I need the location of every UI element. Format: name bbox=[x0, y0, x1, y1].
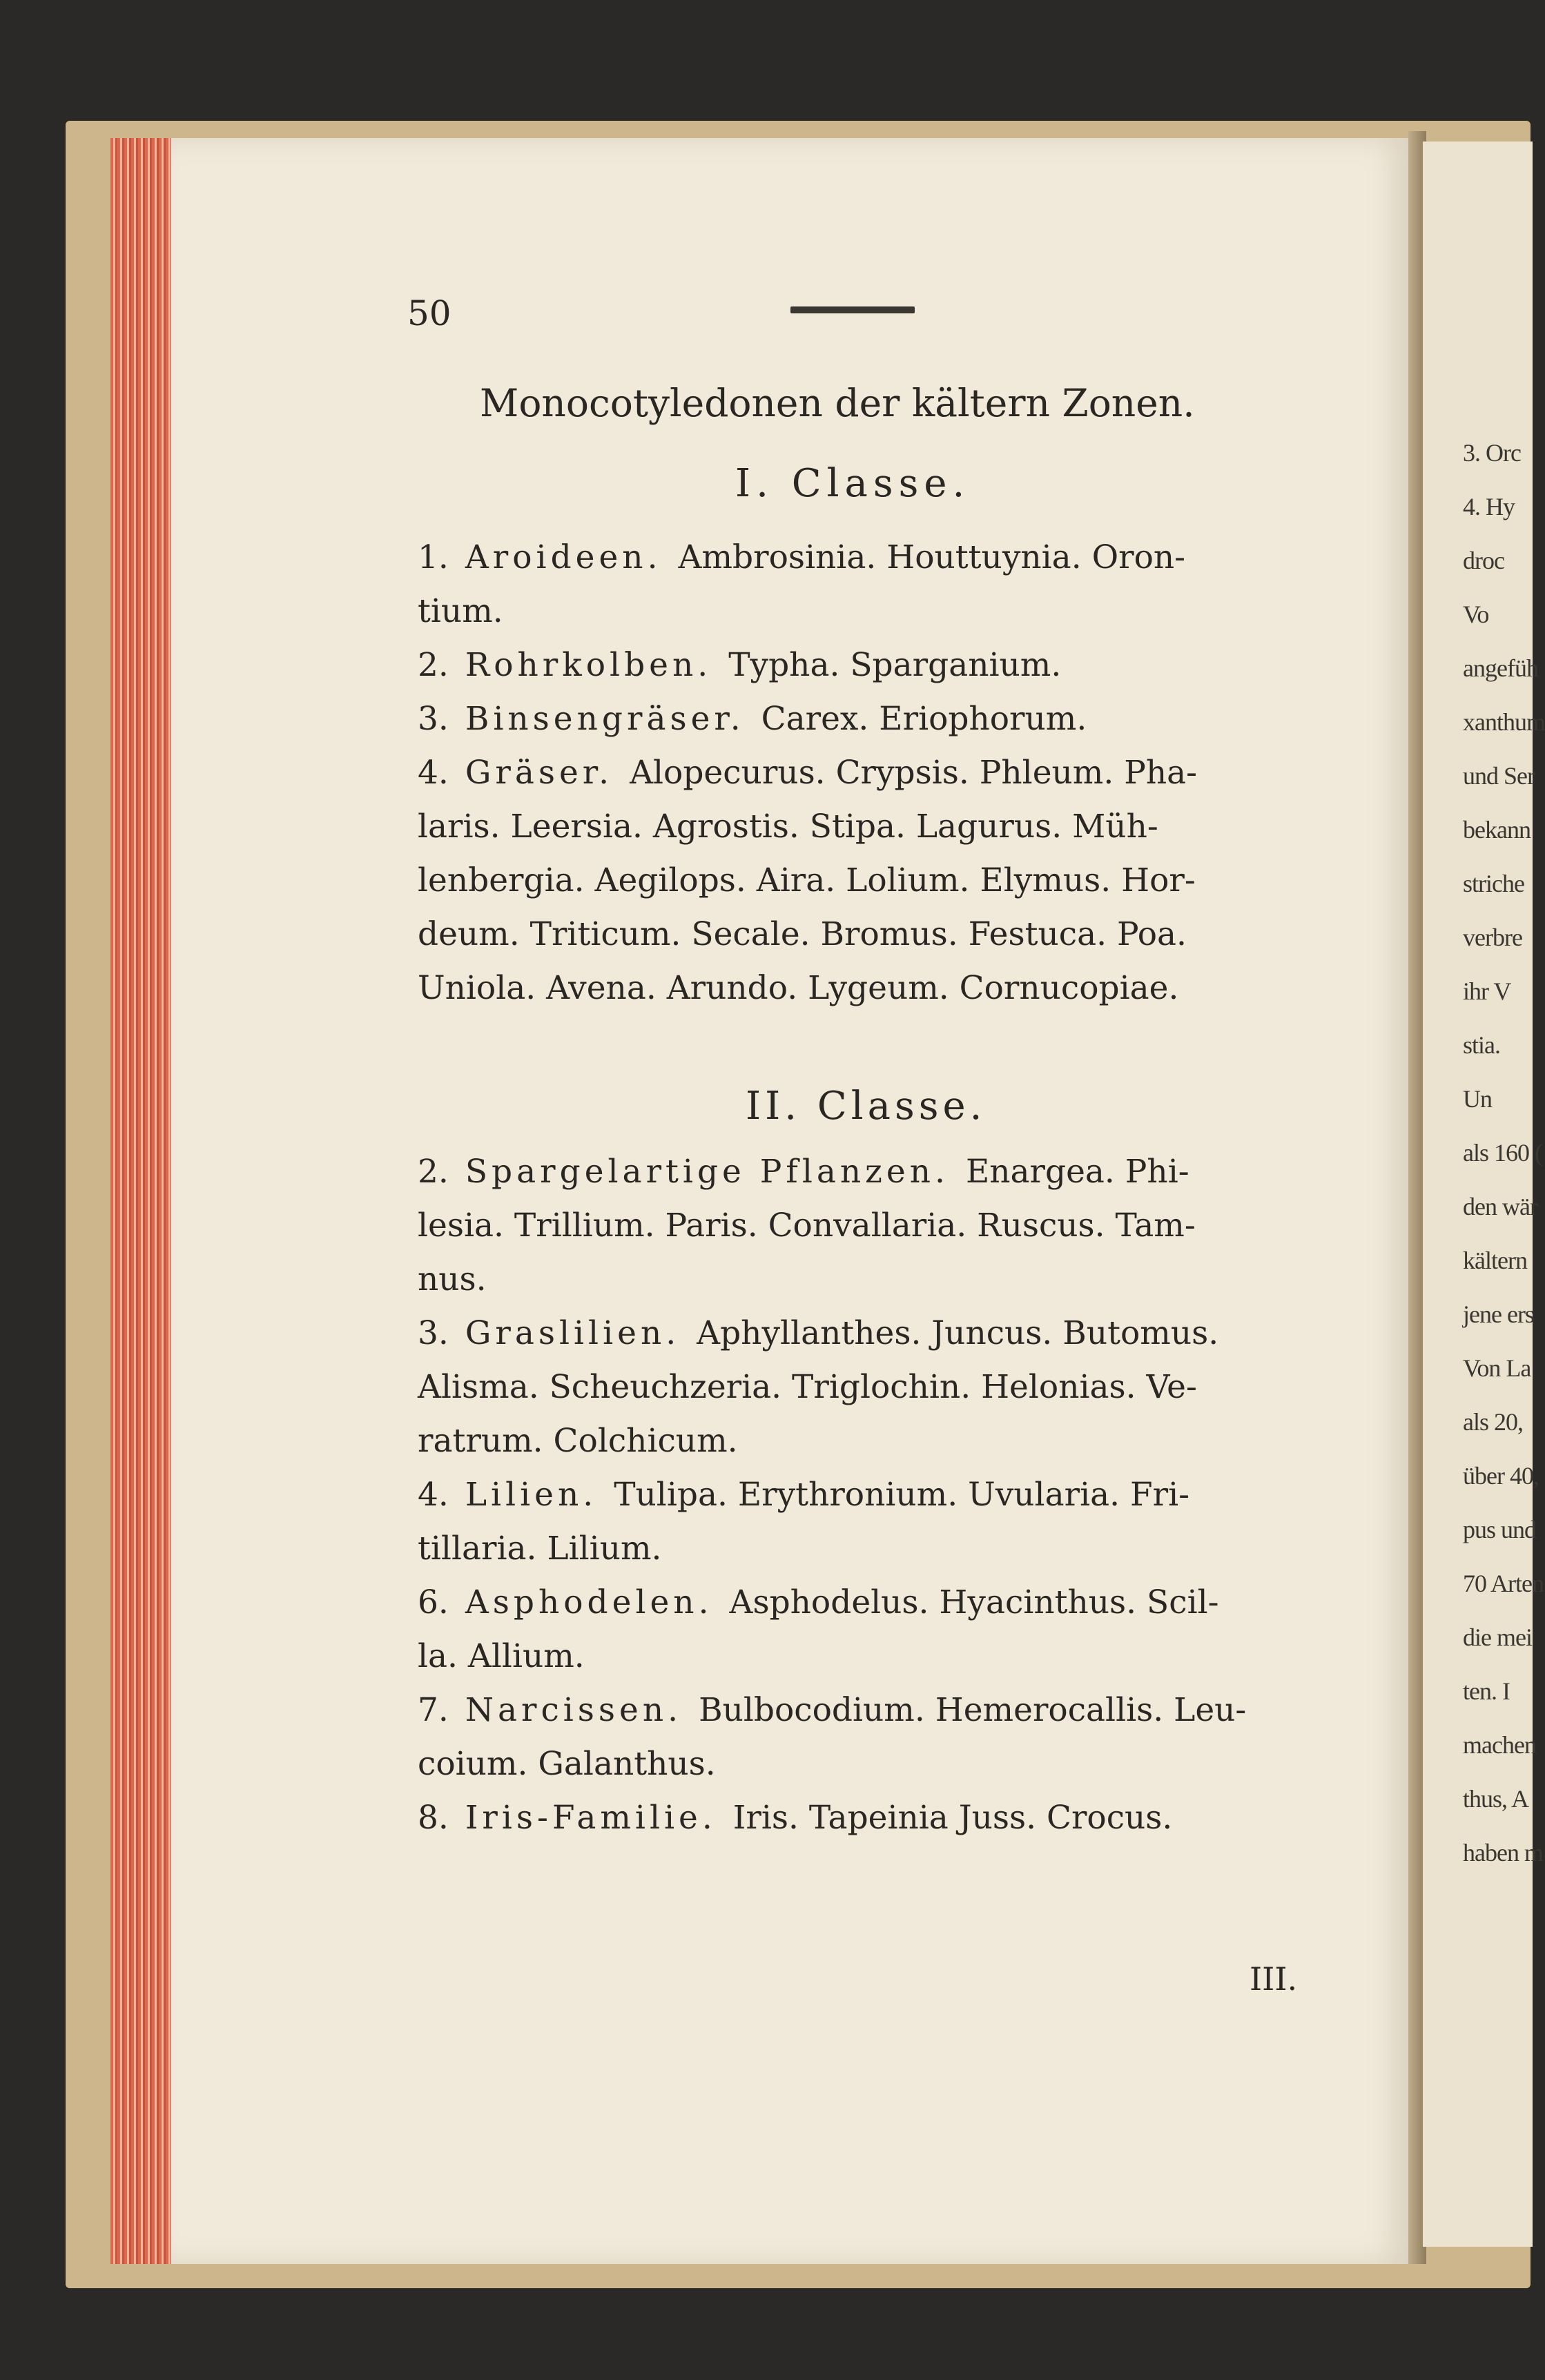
genera-text: Aphyllanthes. Juncus. Butomus. bbox=[697, 1314, 1219, 1352]
entry-line bbox=[418, 1745, 732, 1783]
genera-text: Iris. Tapeinia Juss. Crocus. bbox=[732, 1799, 1173, 1837]
facing-page-fragment: machen bbox=[1463, 1731, 1536, 1759]
entry-number: 1. bbox=[418, 538, 449, 576]
entry-line bbox=[418, 1691, 1263, 1729]
genera-text: deum. Triticum. Secale. Bromus. Festuca. Poa. bbox=[418, 915, 1187, 953]
family-name: Binsengräser. bbox=[465, 700, 745, 738]
entry-line bbox=[418, 1260, 503, 1298]
entry-line bbox=[418, 1207, 1212, 1245]
genera-text: Enargea. Phi- bbox=[965, 1153, 1189, 1191]
genera-text: Alisma. Scheuchzeria. Triglochin. Helonias. Ve- bbox=[418, 1368, 1197, 1406]
header-rule bbox=[790, 306, 915, 313]
facing-page-fragment: stia. bbox=[1463, 1031, 1500, 1059]
family-name: Graslilien. bbox=[465, 1314, 681, 1352]
entry-line bbox=[418, 1153, 1206, 1191]
facing-page-fragment: haben m bbox=[1463, 1839, 1543, 1866]
family-name: Spargelartige Pflanzen. bbox=[465, 1153, 949, 1191]
family-name: Iris-Familie. bbox=[465, 1799, 717, 1837]
genera-text: Asphodelus. Hyacinthus. Scil- bbox=[729, 1583, 1219, 1621]
entry-line bbox=[418, 700, 1103, 738]
catchword: III. bbox=[1250, 1960, 1298, 1998]
facing-page-fragment: droc bbox=[1463, 547, 1504, 574]
family-name: Aroideen. bbox=[465, 538, 662, 576]
facing-page-fragment: jene ers bbox=[1463, 1300, 1534, 1328]
entry-line bbox=[418, 538, 1202, 576]
entry-line bbox=[418, 646, 1078, 684]
family-name: Narcissen. bbox=[465, 1691, 683, 1729]
genera-text: Bulbocodium. Hemerocallis. Leu- bbox=[699, 1691, 1247, 1729]
entry-line bbox=[418, 1476, 1206, 1514]
genera-text: Uniola. Avena. Arundo. Lygeum. Cornucopiae. bbox=[418, 969, 1179, 1007]
facing-page-fragment: verbre bbox=[1463, 924, 1522, 951]
genera-text: Ambrosinia. Houttuynia. Oron- bbox=[678, 538, 1186, 576]
entry-number: 4. bbox=[418, 1476, 449, 1514]
genera-text: Alopecurus. Crypsis. Phleum. Pha- bbox=[630, 754, 1198, 792]
facing-page-fragment: 3. Orc bbox=[1463, 439, 1521, 467]
facing-page-fragment: Un bbox=[1463, 1085, 1492, 1113]
facing-page-fragment: Von La bbox=[1463, 1354, 1531, 1382]
genera-text: la. Allium. bbox=[418, 1637, 585, 1675]
entry-line bbox=[418, 915, 1203, 953]
entry-line bbox=[418, 1583, 1236, 1621]
entry-line bbox=[418, 861, 1212, 899]
entry-line bbox=[418, 1799, 1189, 1837]
genera-text: tium. bbox=[418, 592, 503, 630]
family-name: Asphodelen. bbox=[465, 1583, 713, 1621]
facing-page-fragment: und Ser bbox=[1463, 762, 1535, 790]
entry-number: 8. bbox=[418, 1799, 449, 1837]
facing-page-fragment: 4. Hy bbox=[1463, 493, 1515, 520]
page-number: 50 bbox=[407, 293, 451, 333]
family-name: Rohrkolben. bbox=[465, 646, 712, 684]
entry-number: 2. bbox=[418, 646, 449, 684]
facing-page-fragment: als 20, bbox=[1463, 1408, 1523, 1436]
genera-text: laris. Leersia. Agrostis. Stipa. Lagurus. Müh- bbox=[418, 808, 1158, 846]
entry-line bbox=[418, 1530, 679, 1568]
page-title: Monocotyledonen der kältern Zonen. bbox=[480, 381, 1195, 425]
genera-text: lesia. Trillium. Paris. Convallaria. Ruscus. Tam- bbox=[418, 1207, 1196, 1245]
entry-number: 2. bbox=[418, 1153, 449, 1191]
genera-text: Tulipa. Erythronium. Uvularia. Fri- bbox=[614, 1476, 1190, 1514]
entry-number: 4. bbox=[418, 754, 449, 792]
red-page-edges bbox=[110, 138, 174, 2264]
entry-line bbox=[418, 754, 1214, 792]
genera-text: Typha. Sparganium. bbox=[728, 646, 1062, 684]
facing-page-fragment: bekann bbox=[1463, 816, 1531, 843]
facing-page-fragment: über 40, bbox=[1463, 1462, 1539, 1490]
facing-page bbox=[1421, 142, 1545, 2247]
facing-page-fragment: thus, A bbox=[1463, 1785, 1529, 1813]
entry-number: 3. bbox=[418, 700, 449, 738]
entry-line bbox=[418, 969, 1195, 1007]
class-one-heading: I. Classe. bbox=[735, 461, 971, 506]
facing-page-fragment: xanthum bbox=[1463, 708, 1545, 736]
facing-page-fragment: Vo bbox=[1463, 601, 1489, 628]
entry-line bbox=[418, 592, 520, 630]
genera-text: coium. Galanthus. bbox=[418, 1745, 716, 1783]
genera-text: tillaria. Lilium. bbox=[418, 1530, 662, 1568]
class-two-heading: II. Classe. bbox=[746, 1084, 987, 1129]
entry-number: 6. bbox=[418, 1583, 449, 1621]
entry-number: 3. bbox=[418, 1314, 449, 1352]
facing-page-fragment: als 160 ( bbox=[1463, 1139, 1542, 1167]
facing-page-fragment: kältern bbox=[1463, 1247, 1527, 1274]
genera-text: nus. bbox=[418, 1260, 487, 1298]
entry-line bbox=[418, 1422, 755, 1460]
facing-page-fragment: die mei bbox=[1463, 1623, 1532, 1651]
entry-number: 7. bbox=[418, 1691, 449, 1729]
family-name: Gräser. bbox=[465, 754, 614, 792]
facing-page-fragment: pus und bbox=[1463, 1516, 1537, 1543]
left-page bbox=[171, 138, 1414, 2264]
facing-page-fragment: striche bbox=[1463, 870, 1524, 897]
facing-page-fragment: angefüh bbox=[1463, 654, 1538, 682]
facing-page-fragment: 70 Arten bbox=[1463, 1570, 1544, 1597]
facing-page-fragment: den wär bbox=[1463, 1193, 1537, 1220]
genera-text: lenbergia. Aegilops. Aira. Lolium. Elymus. Hor- bbox=[418, 861, 1196, 899]
facing-page-fragment: ten. I bbox=[1463, 1677, 1510, 1705]
family-name: Lilien. bbox=[465, 1476, 598, 1514]
entry-line bbox=[418, 1314, 1235, 1352]
facing-page-fragment: ihr V bbox=[1463, 977, 1511, 1005]
entry-line bbox=[418, 808, 1175, 846]
entry-line bbox=[418, 1368, 1214, 1406]
entry-line bbox=[418, 1637, 601, 1675]
genera-text: ratrum. Colchicum. bbox=[418, 1422, 738, 1460]
genera-text: Carex. Eriophorum. bbox=[761, 700, 1087, 738]
